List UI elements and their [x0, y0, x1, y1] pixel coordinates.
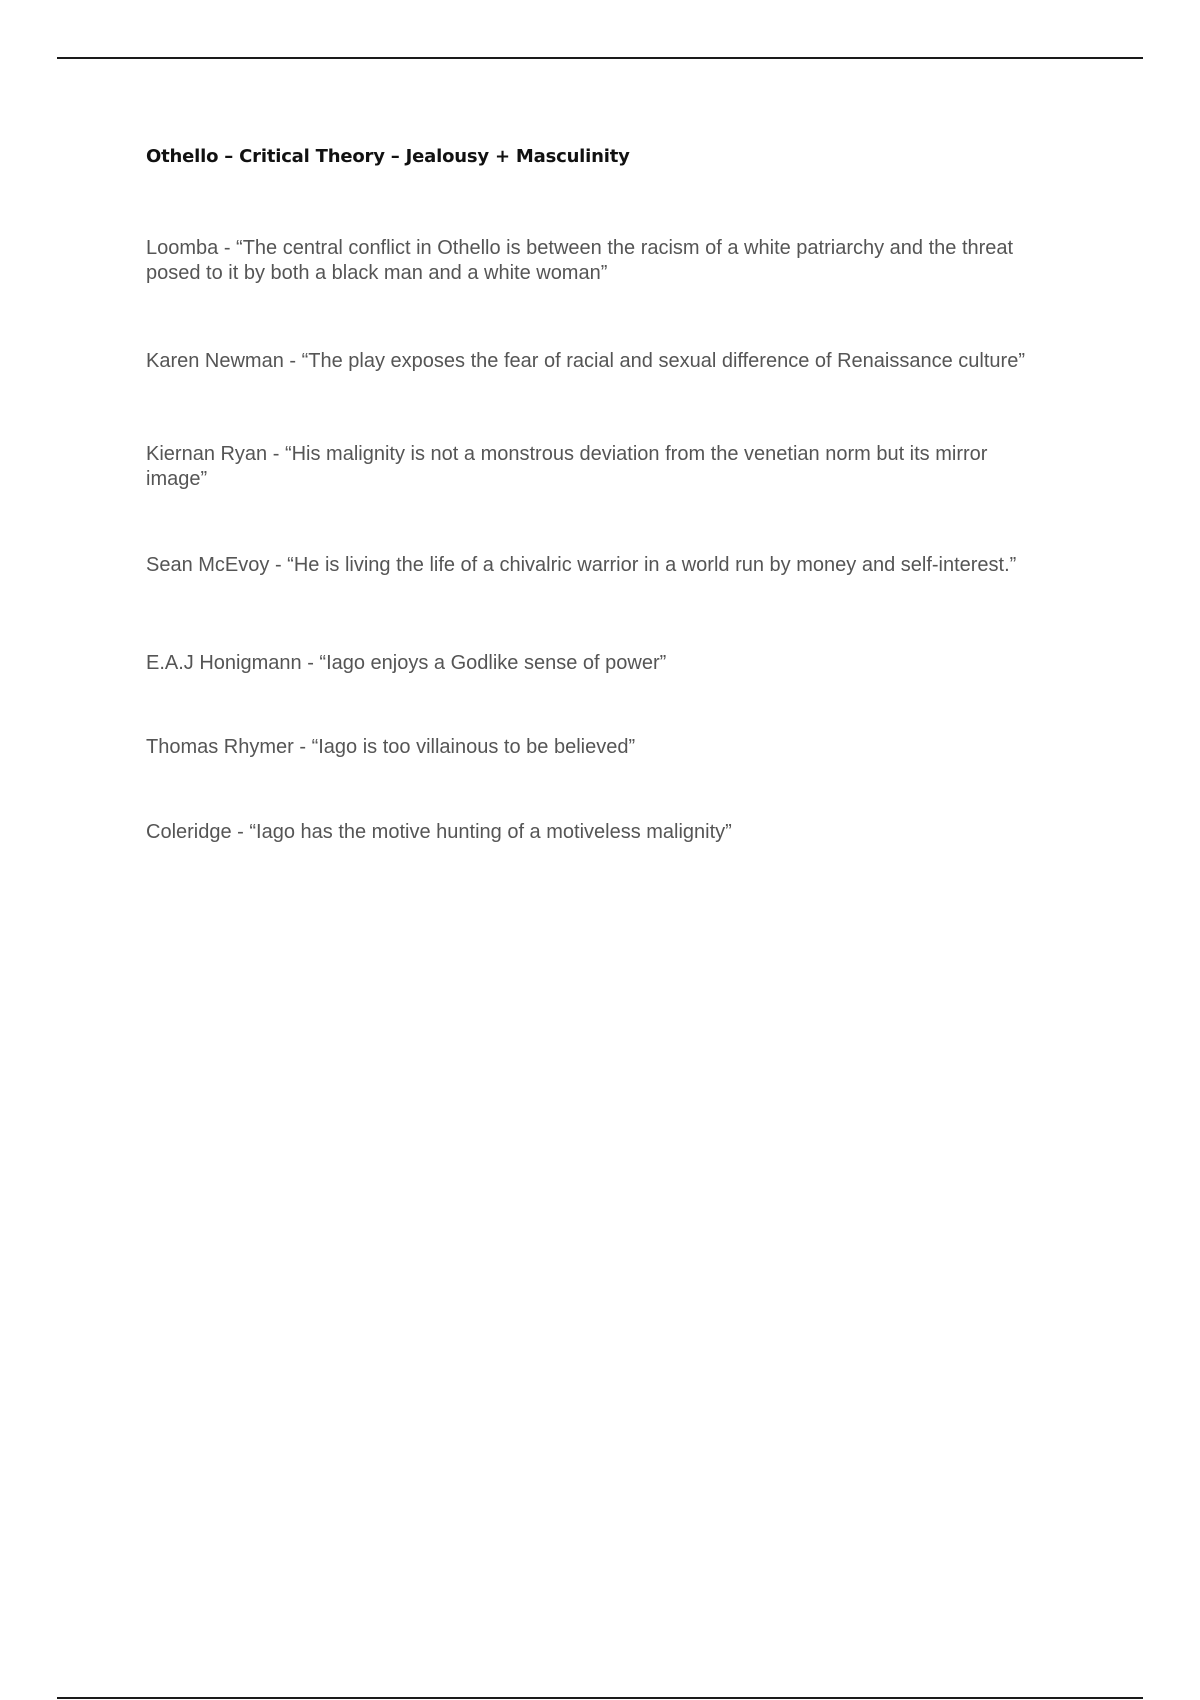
quote-rhymer: Thomas Rhymer - “Iago is too villainous to be believed” [146, 736, 636, 758]
quote-honigmann: E.A.J Honigmann - “Iago enjoys a Godlike sense of power” [146, 652, 667, 674]
quote-newman: Karen Newman - “The play exposes the fear of racial and sexual difference of Renaissance culture” [146, 350, 1025, 372]
top-rule [57, 57, 1143, 59]
quote-loomba: Loomba - “The central conflict in Othello is between the racism of a white patriarchy and the threat posed to it by both a black man and a white woman” [146, 237, 1014, 284]
bottom-rule [57, 1697, 1143, 1699]
quote-coleridge: Coleridge - “Iago has the motive hunting of a motiveless malignity” [146, 821, 732, 843]
document-title: Othello – Critical Theory – Jealousy + Masculinity [146, 146, 630, 167]
quote-ryan: Kiernan Ryan - “His malignity is not a monstrous deviation from the venetian norm but its mirror image” [146, 443, 988, 490]
quote-mcevoy: Sean McEvoy - “He is living the life of a chivalric warrior in a world run by money and self-interest.” [146, 554, 1017, 576]
